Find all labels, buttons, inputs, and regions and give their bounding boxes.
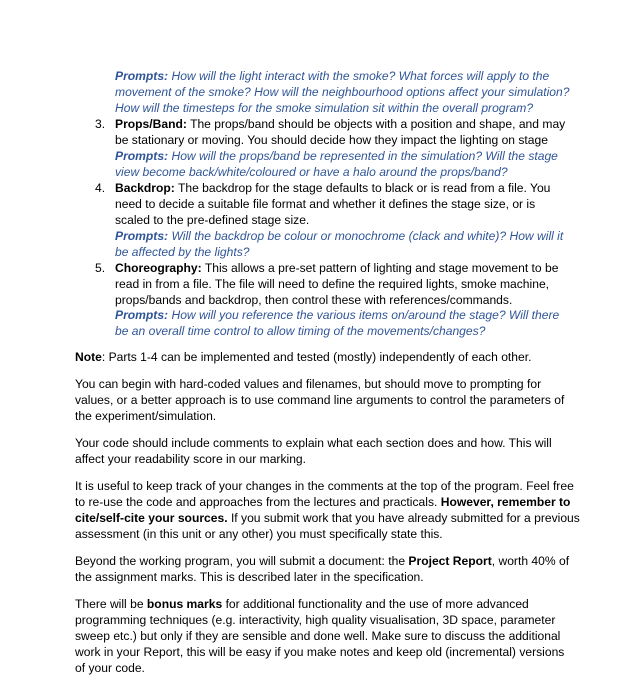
note-text: : Parts 1-4 can be implemented and tested (mostly) independently of each other. xyxy=(101,350,532,364)
list-item-title: Choreography: xyxy=(115,261,202,275)
bold-span: bonus marks xyxy=(146,597,223,611)
item-prompt-line xyxy=(115,148,558,164)
list-item-line xyxy=(115,116,565,132)
list-item-text: This allows a pre-set pattern of lighting and stage movement to be xyxy=(204,261,559,275)
item-prompt-line: be affected by the lights? xyxy=(115,245,250,259)
text-span: , worth 40% of xyxy=(491,554,570,568)
text-span: for additional functionality and the use of more advanced xyxy=(222,597,529,611)
paragraph-line: Your code should include comments to explain what each section does and how. This will xyxy=(75,436,552,450)
paragraph-line: You can begin with hard-coded values and filenames, but should move to prompting for xyxy=(75,377,542,391)
note-label: Note xyxy=(75,350,102,364)
paragraph-line: work in your Report, this will be easy if you make notes and keep old (incremental) versions xyxy=(75,645,565,659)
intro-prompt-line-1 xyxy=(115,68,549,84)
paragraph-line: of your code. xyxy=(75,661,145,675)
list-number: 3. xyxy=(95,117,106,131)
prompt-label: Prompts: xyxy=(115,229,169,243)
bold-span: However, remember to xyxy=(440,495,571,509)
text-span: There will be xyxy=(75,597,147,611)
prompt-text: How will the light interact with the smoke? What forces will apply to the xyxy=(171,69,550,83)
paragraph-line xyxy=(75,553,569,569)
prompt-text: How will you reference the various items on/around the stage? Will there xyxy=(171,308,560,322)
prompt-label: Prompts: xyxy=(115,69,169,83)
intro-prompt-line-2: movement of the smoke? How will the neighbourhood options affect your simulation? xyxy=(115,85,570,99)
list-item-line: read in from a file. The file will need to define the required lights, smoke machine, xyxy=(115,277,550,291)
paragraph-line: the experiment/simulation. xyxy=(75,409,217,423)
item-prompt-line xyxy=(115,307,559,323)
list-item-line: props/bands and backdrop, then control these with references/commands. xyxy=(115,293,513,307)
item-prompt-line: view become back/white/coloured or have a halo around the props/band? xyxy=(115,165,508,179)
text-span: Beyond the working program, you will submit a document: the xyxy=(75,554,409,568)
list-item-line: scaled to the pre-defined stage size. xyxy=(115,213,310,227)
paragraph-line xyxy=(75,510,580,526)
paragraph-line: sweep etc.) but only if they are sensible and done well. Make sure to discuss the additional xyxy=(75,629,561,643)
text-span: to re-use the code and approaches from the lectures and practicals. xyxy=(75,495,441,509)
list-number: 4. xyxy=(95,181,106,195)
list-number: 5. xyxy=(95,261,106,275)
list-item-line: be stationary or moving. You should decide how they impact the lighting on stage xyxy=(115,133,548,147)
list-item-line xyxy=(115,260,558,276)
bold-span: Project Report xyxy=(408,554,492,568)
prompt-text: How will the props/band be represented in the simulation? Will the stage xyxy=(171,149,558,163)
list-item-text: The backdrop for the stage defaults to black or is read from a file. You xyxy=(177,181,551,195)
prompt-label: Prompts: xyxy=(115,308,169,322)
paragraph-line: values, or a better approach is to use command line arguments to control the parameters of xyxy=(75,393,565,407)
item-prompt-line xyxy=(115,228,563,244)
list-item-line xyxy=(115,180,550,196)
intro-prompt-line-3: How will the timesteps for the smoke simulation sit within the overall program? xyxy=(115,101,534,115)
paragraph-line xyxy=(75,596,529,612)
prompt-text: Will the backdrop be colour or monochrome (clack and white)? How will it xyxy=(171,229,564,243)
item-prompt-line: be an overall time control to allow timing of the movements/changes? xyxy=(115,324,486,338)
list-item-title: Props/Band: xyxy=(115,117,187,131)
list-item-line: need to decide a suitable file format and whether it defines the stage size, or is xyxy=(115,197,536,211)
paragraph-line: the assignment marks. This is described later in the specification. xyxy=(75,570,424,584)
paragraph-line: affect your readability score in our marking. xyxy=(75,452,307,466)
paragraph-line: It is useful to keep track of your changes in the comments at the top of the program. Feel free xyxy=(75,479,574,493)
paragraph-line: assessment (in this unit or any other) you must specifically state this. xyxy=(75,527,443,541)
paragraph-line xyxy=(75,494,570,510)
paragraph-line: programming techniques (e.g. interactivity, high quality visualisation, 3D space, parameter xyxy=(75,613,556,627)
note-paragraph xyxy=(75,349,531,365)
list-item-text: The props/band should be objects with a position and shape, and may xyxy=(190,117,566,131)
text-span: If you submit work that you have already submitted for a previous xyxy=(227,511,580,525)
bold-span: cite/self-cite your sources. xyxy=(75,511,228,525)
prompt-label: Prompts: xyxy=(115,149,169,163)
list-item-title: Backdrop: xyxy=(115,181,175,195)
